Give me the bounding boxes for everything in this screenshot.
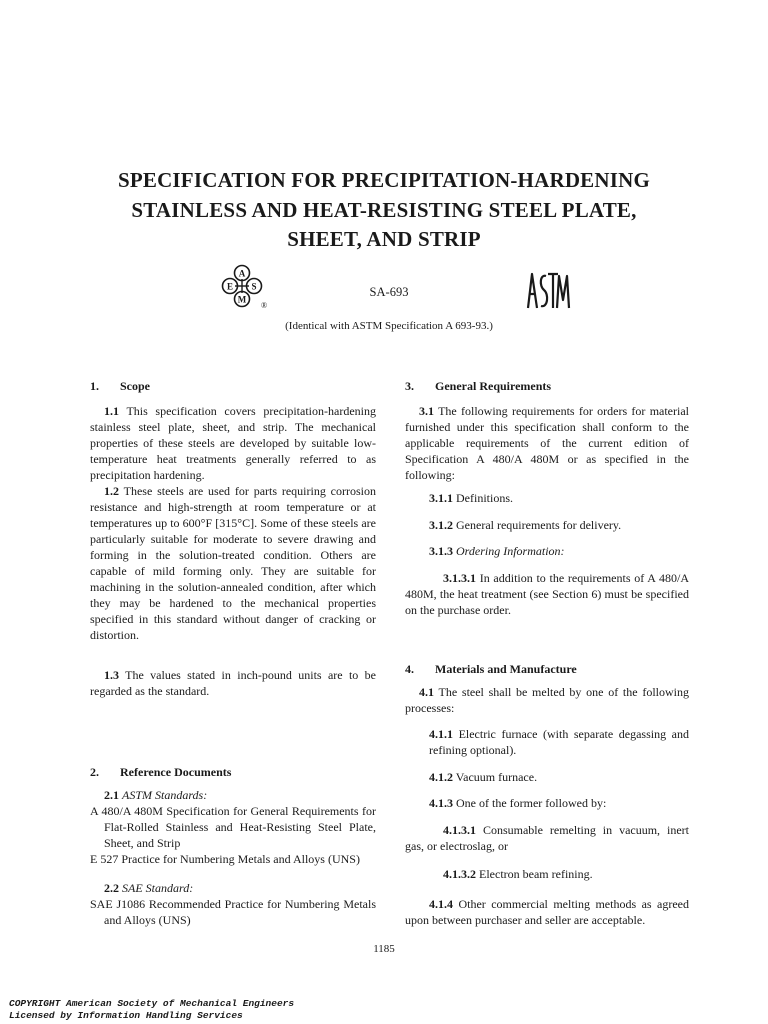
paragraph-4-1-3-2: 4.1.3.2 Electron beam refining.	[443, 867, 593, 881]
section-heading-references: 2. Reference Documents	[90, 765, 232, 779]
section-heading-materials: 4. Materials and Manufacture	[405, 662, 577, 676]
paragraph-4-1: 4.1 The steel shall be melted by one of the following processes:	[405, 685, 689, 715]
paragraph-1-2: 1.2 These steels are used for parts requiring corrosion resistance and high-strength at room temperature or at temperatures up to 600°F [315°C]. Some of these steels are particularly suitable for moderate to severe drawing and forming in the solution-treated condition. Others are capable of mild forming only. They are suitable for machining in the solution-annealed condition, after which they may be hardened to the mechanical properties specified in this standard without danger of cracking or distortion.	[90, 484, 376, 642]
section-heading-scope: 1. Scope	[90, 379, 150, 393]
copyright-line: COPYRIGHT American Society of Mechanical Engineers	[9, 998, 295, 1009]
asme-seal-icon	[212, 264, 282, 312]
paragraph-3-1-1: 3.1.1 Definitions.	[429, 491, 513, 505]
title-line: SHEET, AND STRIP	[287, 227, 481, 251]
paragraph-3-1-3: 3.1.3 Ordering Information:	[429, 544, 565, 558]
left-column	[90, 378, 376, 938]
subsection-2-1: 2.1 ASTM Standards:	[104, 788, 208, 802]
reference-item: SAE J1086 Recommended Practice for Numbering Metals and Alloys (UNS)	[90, 897, 376, 927]
designation: SA-693	[369, 285, 409, 299]
identical-note: (Identical with ASTM Specification A 693-93.)	[285, 320, 493, 332]
svg-text:S: S	[251, 281, 257, 292]
paragraph-4-1-2: 4.1.2 Vacuum furnace.	[429, 770, 538, 784]
paragraph-3-1: 3.1 The following requirements for orders for material furnished under this specification shall conform to the applicable requirements of the current edition of Specification A 480/A 480M or as specified in the following:	[405, 404, 689, 482]
paragraph-3-1-3-1: 3.1.3.1 In addition to the requirements of A 480/A 480M, the heat treatment (see Section 6) must be specified on the purchase order.	[405, 571, 689, 617]
paragraph-4-1-3-1: 4.1.3.1 Consumable remelting in vacuum, inert gas, or electroslag, or	[405, 823, 689, 853]
astm-logo-icon	[523, 264, 571, 316]
copyright-line: Licensed by Information Handling Services	[9, 1010, 243, 1021]
document-title	[60, 166, 708, 255]
paragraph-4-1-3: 4.1.3 One of the former followed by:	[429, 796, 607, 810]
right-column	[405, 378, 689, 938]
reference-item: A 480/A 480M Specification for General Requirements for Flat-Rolled Stainless and Heat-Resisting Steel Plate, Sheet, and Strip	[90, 804, 376, 850]
subsection-2-2: 2.2 SAE Standard:	[104, 881, 194, 895]
copyright-footer	[9, 998, 294, 1022]
title-line: STAINLESS AND HEAT-RESISTING STEEL PLATE,	[131, 197, 637, 222]
paragraph-1-1: 1.1 This specification covers precipitation-hardening stainless steel plate, sheet, and strip. The mechanical properties of these steels are developed by suitable low-temperature heat treatments generally referred to as precipitation hardening.	[90, 404, 376, 482]
paragraph-4-1-1: 4.1.1 Electric furnace (with separate degassing and refining optional).	[429, 727, 689, 757]
title-line: SPECIFICATION FOR PRECIPITATION-HARDENING	[117, 168, 651, 192]
section-heading-general: 3. General Requirements	[405, 379, 552, 393]
page-number: 1185	[373, 943, 395, 955]
svg-text:A: A	[238, 268, 246, 279]
reference-item: E 527 Practice for Numbering Metals and Alloys (UNS)	[90, 852, 360, 866]
svg-text:®: ®	[260, 301, 268, 310]
paragraph-4-1-4: 4.1.4 Other commercial melting methods as agreed upon between purchaser and seller are acceptable.	[405, 897, 689, 927]
svg-text:M: M	[237, 294, 247, 305]
paragraph-3-1-2: 3.1.2 General requirements for delivery.	[429, 518, 622, 532]
svg-text:E: E	[226, 281, 234, 292]
paragraph-1-3: 1.3 The values stated in inch-pound units are to be regarded as the standard.	[90, 668, 376, 698]
